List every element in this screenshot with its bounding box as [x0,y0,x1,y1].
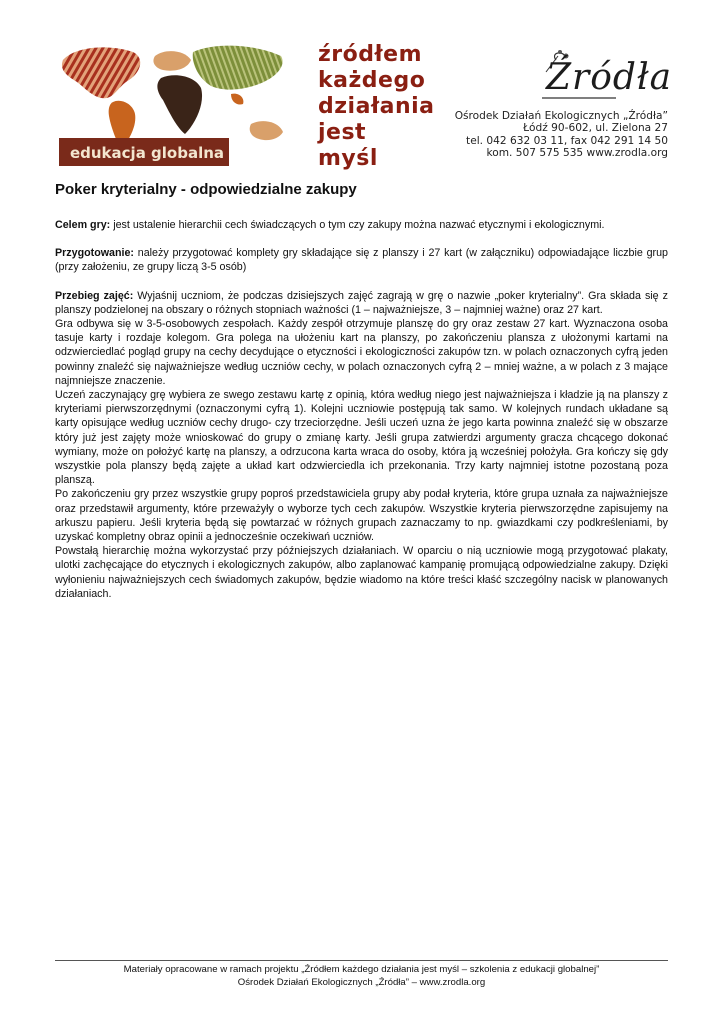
course-paragraph: Po zakończeniu gry przez wszystkie grupy poproś przedstawiciela grupy aby podał kryteria, które grupa uznała za najważniejsze oraz przedstawił argumenty, które przeważyły o wyborze tych cech zakupów. Wszystkie kryteria pierwszorzędne zapisujemy na arkuszu papieru. Jeśli kryteria będą się powtarzać w różnych grupach zaznaczamy to np. gwiazdkami czy podkreśleniami, by uzyskać kompletny obraz opinii a jednocześnie oczekiwań uczniów. [55,488,668,544]
preparation-text: należy przygotować komplety gry składające się z planszy i 27 kart (w załączniku) odpowiadające liczbie grup (przy założeniu, ze grupy liczą 3-5 osób) [55,247,668,274]
page-header [0,0,724,170]
logo-text: Źródła [546,57,673,98]
document-body [55,180,668,615]
slogan-line: każdego [318,68,426,93]
goal-paragraph [55,218,668,232]
org-line: Łódź 90-602, ul. Zielona 27 [523,122,668,135]
goal-text: jest ustalenie hierarchii cech świadczących o tym czy zakupy można nazwać etycznymi i ekologicznymi. [110,219,605,231]
course-paragraph: Powstałą hierarchię można wykorzystać przy późniejszych działaniach. W oparciu o nią uczniowie mogą przygotować plakaty, ulotki zachęcające do etycznych i ekologicznych zakupów, albo zaplanować kampanię promującą odpowiedzialne zakupy. Dzięki wyłonieniu najważniejszych cech świadomych zakupów, będzie wiadomo na które treści kłaść szczególny nacisk w planowanych działaniach. [55,545,668,600]
slogan [318,42,435,172]
org-line: kom. 507 575 535 www.zrodla.org [486,147,668,160]
course-section [55,289,668,601]
organization-info [440,110,668,160]
org-line: tel. 042 632 03 11, fax 042 291 14 50 [466,134,668,147]
course-paragraph: Gra odbywa się w 3-5-osobowych zespołach. Każdy zespół otrzymuje planszę do gry oraz zestaw 27 kart. Wyznaczona osoba tasuje karty i rozdaje kolegom. Gra polega na ułożeniu kart na planszy, po zakończeniu plansza z ułożonymi kartami na odzwierciedlać pogląd grupy na cechy decydujące o etyczności i ekologiczności zakupów tzn. w polach oznaczonych cyfrą jeden powinny znaleźć się najważniejsze według uczniów cechy, w polach oznaczonych cyfrą 2 – mniej ważne, a w polach z 3 mające najmniejsze znaczenie. [55,318,668,387]
preparation-label: Przygotowanie: [55,247,134,260]
banner-label: edukacja globalna [69,144,225,162]
footer-line: Materiały opracowane w ramach projektu „Źródłem każdego działania jest myśl – szkolenia z edukacji globalnej” [123,964,600,975]
course-text: Wyjaśnij uczniom, że podczas dzisiejszych zajęć zagrają w grę o nazwie „poker kryterialny”. Gra składa się z planszy podzielonej na obszary o różnych stopniach ważności (1 – najważniejsze, 3 – najmniej ważne) oraz 27 kart. [55,289,668,316]
slogan-line: źródłem [318,42,423,67]
footer-line: Ośrodek Działań Ekologicznych „Źródła” – www.zrodla.org [237,977,486,988]
preparation-paragraph [55,246,668,274]
goal-label: Celem gry: [55,219,111,231]
course-label: Przebieg zajęć: [55,289,134,302]
course-paragraph [55,289,668,317]
org-line: Ośrodek Działań Ekologicznych „Źródła” [454,110,668,122]
slogan-line: działania [318,94,435,119]
slogan-line: jest myśl [318,120,378,171]
course-paragraph: Uczeń zaczynający grę wybiera ze swego zestawu kartę z opinią, która według niego jest najważniejsza i kładzie ją na planszy z kryteriami pierwszorzędnymi (oznaczonymi cyfrą 1). Kolejni uczniowie postępują tak samo. W kolejnych rundach układane są karty opisujące według uczniów cechy drugo- czy trzeciorzędne. Jeśli uczeń uzna że jego karta powinna znaleźć się w obszarze który już jest zajęty może wnioskować do grupy o zmianę karty. Jeśli grupa zatwierdzi argumenty gracza chcącego dokonać wymiany, może on położyć kartę na planszy, a odrzucona karta wraca do osoby, która ją wcześniej położyła. Gra kończy się gdy wszystkie pola planszy będą zajęte a układ kart odzwierciedla ich przekonania. Trzy karty najmniej istotne pozostaną poza planszą. [55,389,668,487]
page-footer [55,963,668,989]
footer-divider [55,960,668,961]
document-title: Poker kryterialny - odpowiedzialne zakupy [55,181,357,198]
